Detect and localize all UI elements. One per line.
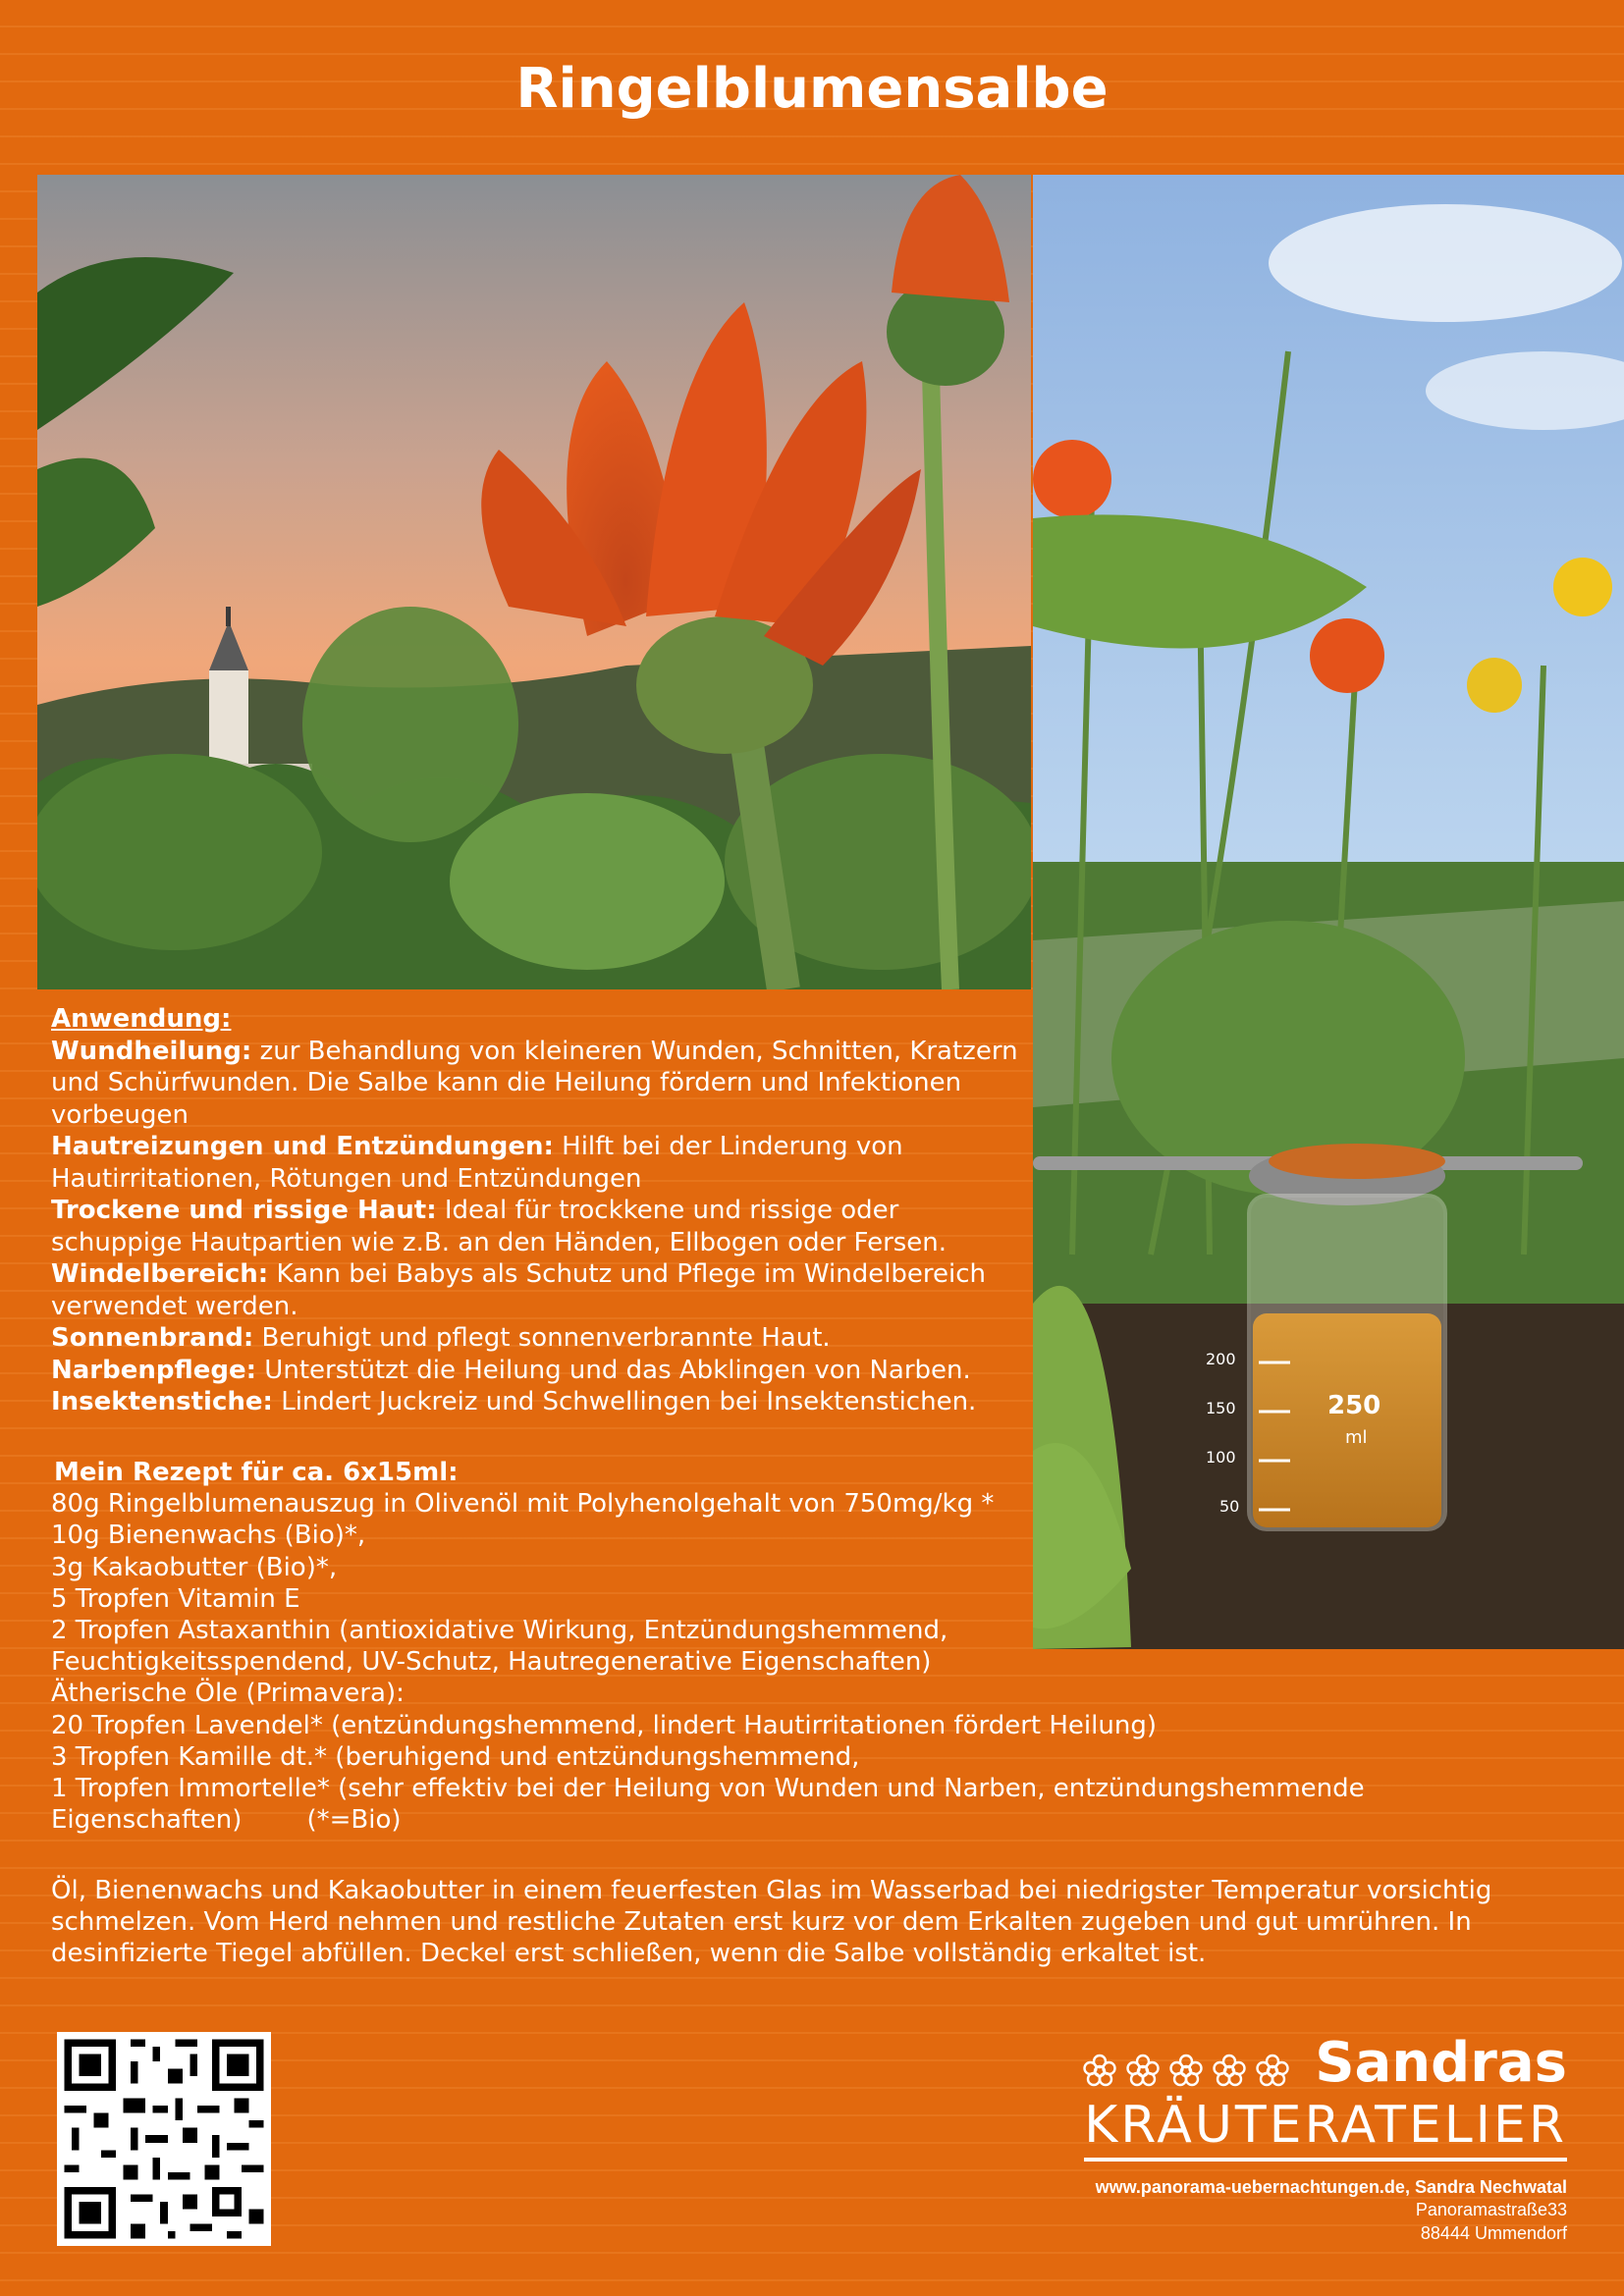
usage-heading: Anwendung: xyxy=(51,1004,232,1034)
recipe-line: 10g Bienenwachs (Bio)*, xyxy=(51,1521,366,1551)
recipe-section xyxy=(51,1457,1563,1836)
beaker-mark: 150 xyxy=(1206,1399,1236,1417)
usage-section xyxy=(51,1003,1033,1418)
calendula-sunset-photo xyxy=(37,175,1031,989)
flower-icon xyxy=(1215,2056,1245,2085)
usage-item: Trockene und rissige Haut: Ideal für trockkene und rissige oder schuppige Hautpartien wie z.B. an den Händen, Ellbogen oder Fersen. xyxy=(51,1196,947,1257)
recipe-line: 1 Tropfen Immortelle* (sehr effektiv bei der Heilung von Wunden und Narben, entzündungshemmende Eigenschaften) (*=Bio) xyxy=(51,1774,1373,1836)
recipe-line: 2 Tropfen Astaxanthin (antioxidative Wirkung, Entzündungshemmend, xyxy=(51,1616,948,1646)
recipe-line: Feuchtigkeitsspendend, UV-Schutz, Hautregenerative Eigenschaften) xyxy=(51,1647,932,1678)
flower-icon xyxy=(1128,2056,1159,2085)
beaker-mark: 100 xyxy=(1206,1448,1236,1467)
flower-icon-row xyxy=(1080,2052,1292,2095)
calendula-oil-beaker-photo xyxy=(1033,175,1624,1649)
beaker-volume: 250 xyxy=(1327,1391,1381,1420)
page-title: Ringelblumensalbe xyxy=(515,57,1109,121)
flower-icon xyxy=(1171,2056,1202,2085)
usage-item: Insektenstiche: Lindert Juckreiz und Schwellingen bei Insektenstichen. xyxy=(51,1387,977,1416)
recipe-line: 5 Tropfen Vitamin E xyxy=(51,1583,300,1614)
recipe-line: 80g Ringelblumenauszug in Olivenöl mit Polyhenolgehalt von 750mg/kg * xyxy=(51,1489,995,1520)
flower-icon xyxy=(1085,2056,1115,2085)
recipe-line: 3g Kakaobutter (Bio)*, xyxy=(51,1552,338,1582)
beaker-mark: 200 xyxy=(1206,1350,1236,1368)
beaker-mark: 50 xyxy=(1219,1497,1240,1516)
recipe-line: Ätherische Öle (Primavera): xyxy=(51,1679,405,1709)
usage-item: Sonnenbrand: Beruhigt und pflegt sonnenverbrannte Haut. xyxy=(51,1323,831,1353)
brand-name: Sandras xyxy=(1315,2031,1567,2095)
usage-item: Narbenpflege: Unterstützt die Heilung und das Abklingen von Narben. xyxy=(51,1355,971,1385)
recipe-heading: Mein Rezept für ca. 6x15ml: xyxy=(54,1458,459,1487)
qr-code[interactable] xyxy=(57,2032,271,2246)
address-street: Panoramastraße33 xyxy=(1415,2200,1567,2219)
usage-item: Wundheilung: zur Behandlung von kleineren Wunden, Schnitten, Kratzern und Schürfwunden. Die Salbe kann die Heilung fördern und Infektionen vorbeugen xyxy=(51,1036,1018,1130)
flower-icon xyxy=(1258,2056,1288,2085)
website-link[interactable]: www.panorama-uebernachtungen.de, Sandra Nechwatal xyxy=(1095,2177,1567,2197)
recipe-line: 3 Tropfen Kamille dt.* (beruhigend und entzündungshemmend, xyxy=(51,1741,860,1772)
brand-subtitle: KRÄUTERATELIER xyxy=(1084,2095,1567,2162)
brand-block xyxy=(1080,2032,1567,2245)
beaker-unit: ml xyxy=(1345,1427,1368,1448)
address-city: 88444 Ummendorf xyxy=(1420,2223,1567,2243)
method-paragraph: Öl, Bienenwachs und Kakaobutter in einem feuerfesten Glas im Wasserbad bei niedrigster Temperatur vorsichtig schmelzen. Vom Herd nehmen und restliche Zutaten erst kurz vor dem Erkalten zugeben und gut umrühren. In desinfizierte Tiegel abfüllen. Deckel erst schließen, wenn die Salbe vollständig erkaltet ist. xyxy=(51,1876,1492,1968)
usage-item: Windelbereich: Kann bei Babys als Schutz und Pflege im Windelbereich verwendet werden. xyxy=(51,1259,987,1321)
usage-item: Hautreizungen und Entzündungen: Hilft bei der Linderung von Hautirritationen, Rötungen und Entzündungen xyxy=(51,1132,903,1194)
recipe-line: 20 Tropfen Lavendel* (entzündungshemmend, lindert Hautirritationen fördert Heilung) xyxy=(51,1710,1157,1740)
